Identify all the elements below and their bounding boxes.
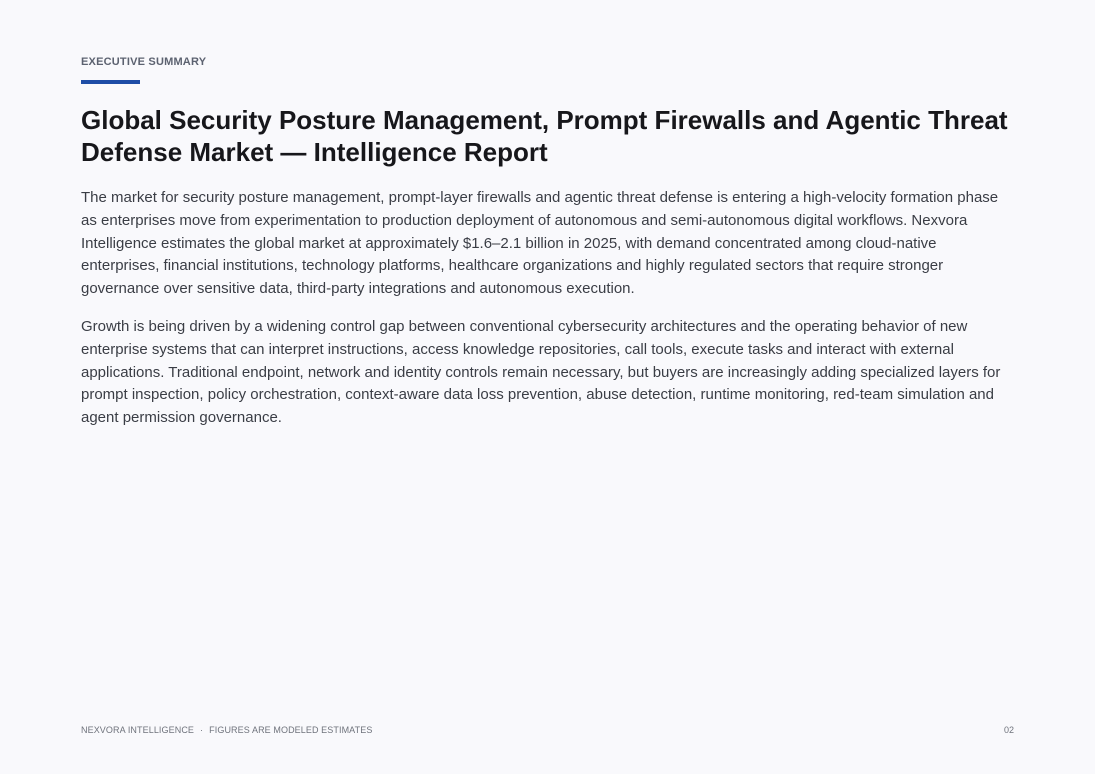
- page-title: Global Security Posture Management, Prompt Firewalls and Agentic Threat Defense Market — Intelligence Report: [81, 105, 1008, 167]
- footer-brand: NEXVORA INTELLIGENCE: [81, 725, 195, 735]
- footer-disclaimer: FIGURES ARE MODELED ESTIMATES: [209, 725, 373, 735]
- page-number: 02: [1003, 725, 1014, 735]
- footer-separator: ·: [200, 725, 204, 735]
- summary-paragraph-2: Growth is being driven by a widening control gap between conventional cybersecurity architectures and the operating behavior of new enterprise systems that can interpret instructions, access knowledge repositories, call tools, execute tasks and interact with external applications. Traditional endpoint, network and identity controls remain necessary, but buyers are increasingly adding specialized layers for prompt inspection, policy orchestration, context-aware data loss prevention, abuse detection, runtime monitoring, red-team simulation and agent permission governance.: [81, 317, 1001, 427]
- footer-note: [81, 725, 372, 735]
- accent-rule: [81, 80, 140, 84]
- summary-body: [81, 187, 1016, 445]
- summary-paragraph-1: The market for security posture management, prompt-layer firewalls and agentic threat defense is entering a high-velocity formation phase as enterprises move from experimentation to production deployment of autonomous and semi-autonomous digital workflows. Nexvora Intelligence estimates the global market at approximately $1.6–2.1 billion in 2025, with demand concentrated among cloud-native enterprises, financial institutions, technology platforms, healthcare organizations and highly regulated sectors that require stronger governance over sensitive data, third-party integrations and autonomous execution.: [81, 189, 999, 298]
- section-label: EXECUTIVE SUMMARY: [81, 56, 207, 68]
